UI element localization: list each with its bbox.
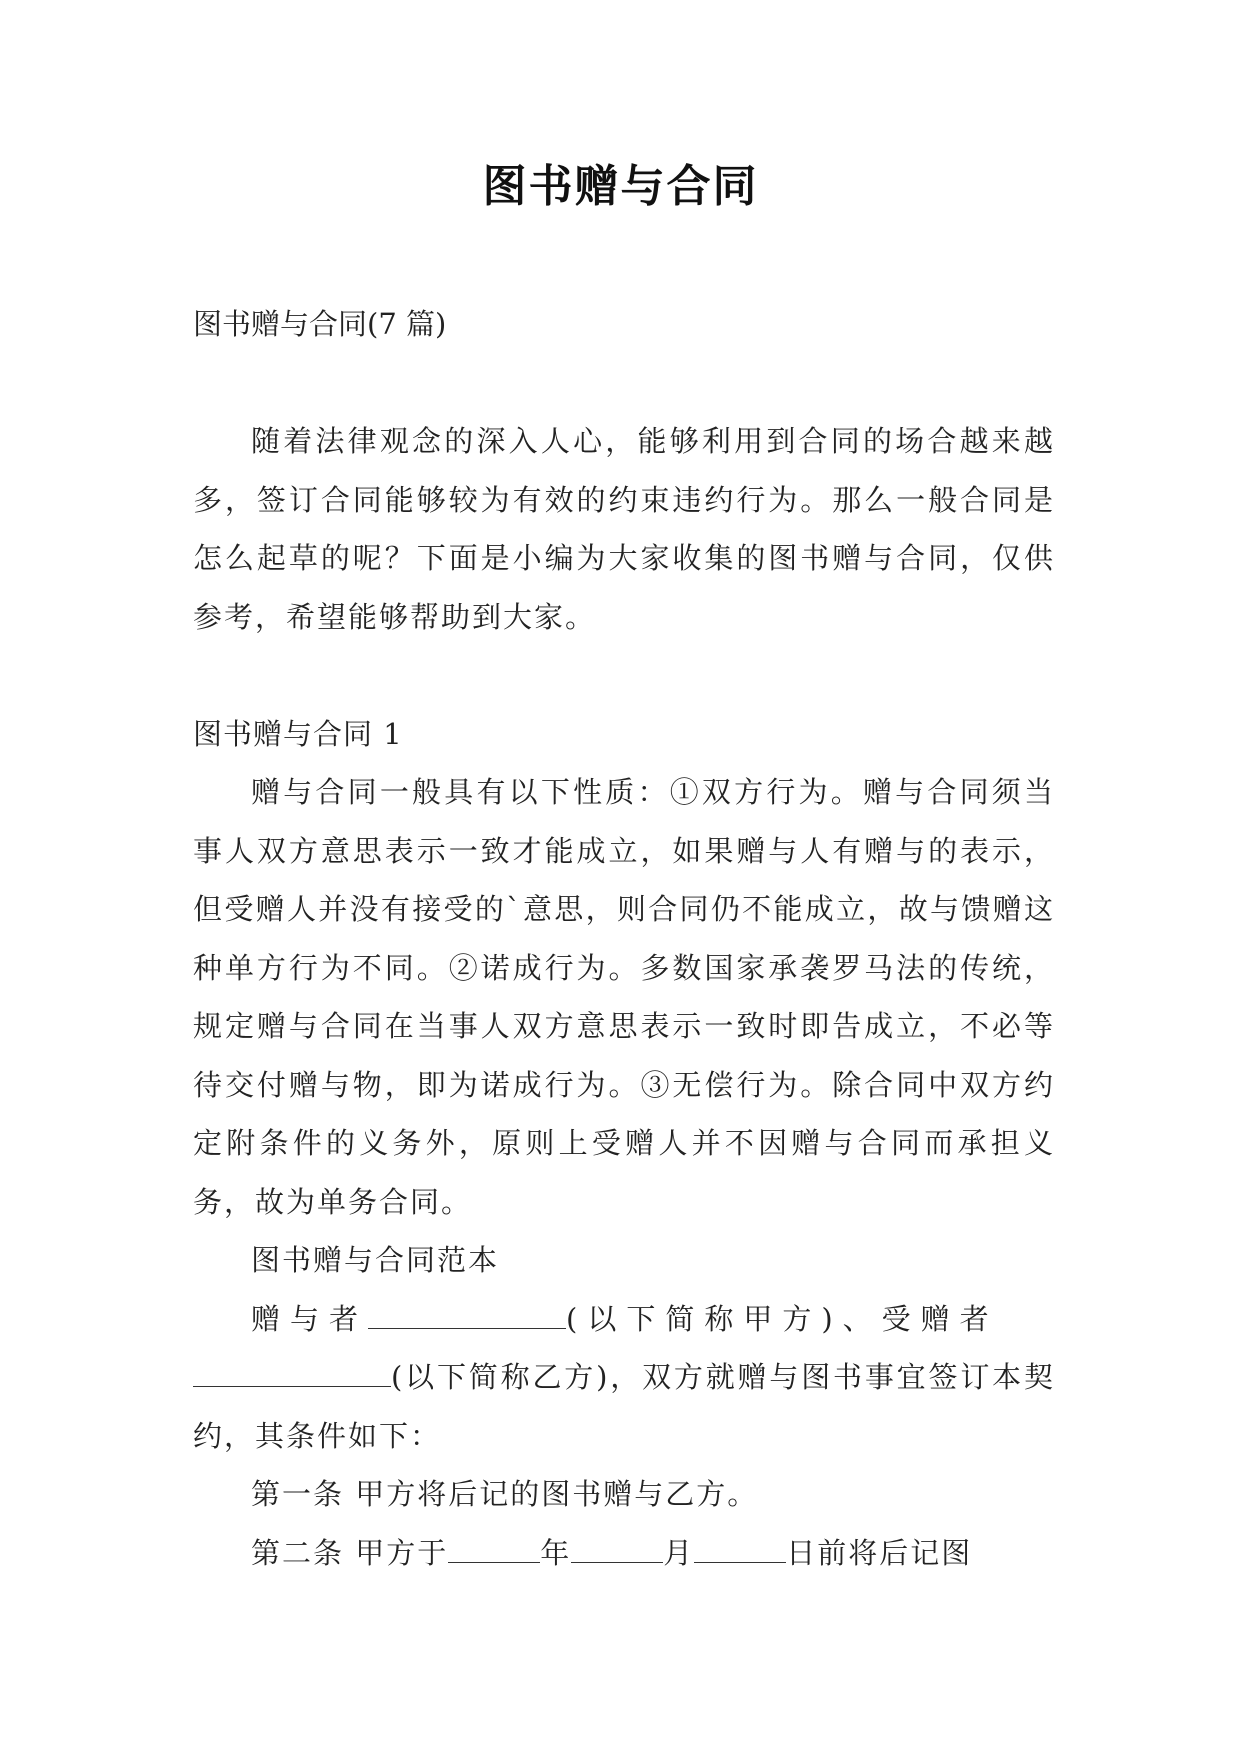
section-paragraph: 赠与合同一般具有以下性质：①双方行为。赠与合同须当事人双方意思表示一致才能成立，如果赠与人有赠与的表示，但受赠人并没有接受的`意思，则合同仍不能成立，故与馈赠这种单方行为不同。②诺成行为。多数国家承袭罗马法的传统，规定赠与合同在当事人双方意思表示一致时即告成立，不必等待交付赠与物，即为诺成行为。③无偿行为。除合同中双方约定附条件的义务外，原则上受赠人并不因赠与合同而承担义务，故为单务合同。 xyxy=(193,775,1055,1219)
parties-donee-suffix: (以下简称乙方)，双方就赠与图书事宜签订本契约，其条件如下： xyxy=(193,1360,1055,1453)
day-blank xyxy=(694,1540,786,1563)
parties-donor-label: 赠与者 xyxy=(251,1301,369,1336)
document-body xyxy=(193,295,1055,1582)
section-heading: 图书赠与合同 1 xyxy=(193,716,403,751)
article-2-month-label: 月 xyxy=(663,1535,695,1570)
article-2-prefix: 第二条 甲方于 xyxy=(251,1535,449,1570)
donee-name-blank xyxy=(193,1364,391,1387)
article-2-year-label: 年 xyxy=(540,1535,572,1570)
template-heading: 图书赠与合同范本 xyxy=(251,1243,500,1277)
document-subtitle: 图书赠与合同(7 篇) xyxy=(193,307,447,341)
article-2 xyxy=(193,1524,1055,1583)
article-1: 第一条 甲方将后记的图书赠与乙方。 xyxy=(251,1477,759,1511)
parties-donor-suffix: (以下简称甲方)、受赠者 xyxy=(566,1301,999,1336)
year-blank xyxy=(448,1540,540,1563)
month-blank xyxy=(571,1540,663,1563)
article-2-suffix: 日前将后记图 xyxy=(786,1535,973,1570)
parties-clause xyxy=(193,1290,1055,1466)
donor-name-blank xyxy=(368,1306,566,1329)
document-title: 图书赠与合同 xyxy=(482,161,759,212)
intro-paragraph: 随着法律观念的深入人心，能够利用到合同的场合越来越多，签订合同能够较为有效的约束违约行为。那么一般合同是怎么起草的呢？下面是小编为大家收集的图书赠与合同，仅供参考，希望能够帮助到大家。 xyxy=(193,424,1055,634)
